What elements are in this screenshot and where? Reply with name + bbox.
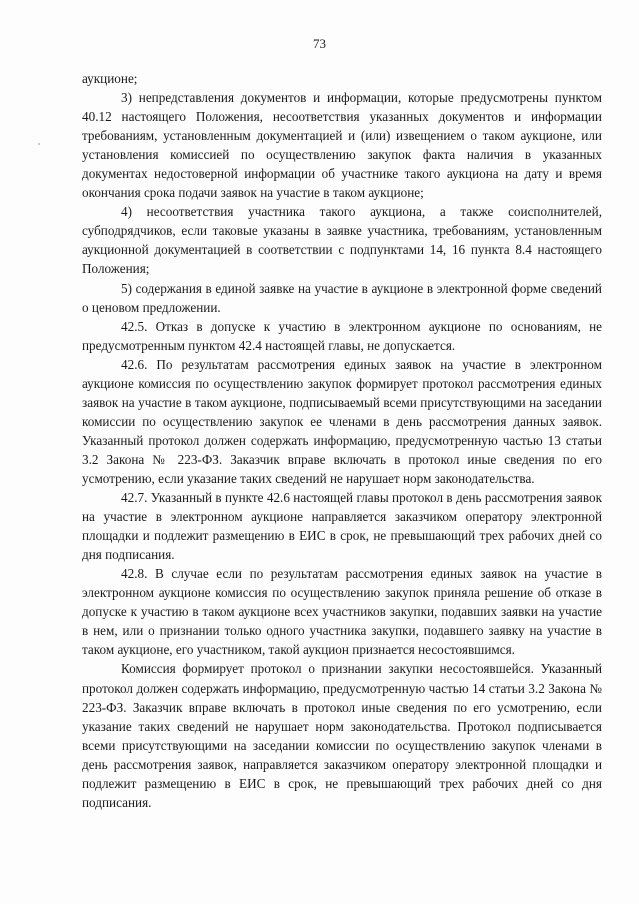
- paragraph-42-8: 42.8. В случае если по результатам рассмотрения единых заявок на участие в электронном аукционе комиссия по осуществлению закупок приняла решение об отказе в допуске к участию в таком аукционе всех участников закупки, подавших заявки на участие в нем, или о признании только одного участника закупки, подавшего заявку на участие в таком аукционе, его участником, такой аукцион признается несостоявшимся.: [82, 566, 602, 658]
- paragraph-continuation: аукционе;: [82, 71, 138, 86]
- scan-speck: [38, 143, 40, 145]
- paragraph-42-6: 42.6. По результатам рассмотрения единых заявок на участие в электронном аукционе комиссия по осуществлению закупок формирует протокол рассмотрения единых заявок на участие в таком аукционе, подписываемый всеми присутствующими на заседании комиссии по осуществлению закупок ее членами в день рассмотрения данных заявок. Указанный протокол должен содержать информацию, предусмотренную частью 13 статьи 3.2 Закона № 223-ФЗ. Заказчик вправе включать в протокол иные сведения по его усмотрению, если указание таких сведений не нарушает норм законодательства.: [82, 356, 602, 486]
- paragraph-item-4: 4) несоответствия участника такого аукциона, а также соисполнителей, субподрядчиков, если таковые указаны в заявке участника, требованиям, установленным аукционной документацией в соответствии с подпунктами 14, 16 пункта 8.4 настоящего Положения;: [82, 204, 602, 277]
- paragraph-42-5: 42.5. Отказ в допуске к участию в электронном аукционе по основаниям, не предусмотренным пунктом 42.4 настоящей главы, не допускается.: [82, 318, 602, 353]
- paragraph-item-5: 5) содержания в единой заявке на участие в аукционе в электронной форме сведений о ценовом предложении.: [82, 280, 602, 315]
- page-number: 73: [313, 36, 326, 51]
- paragraph-commission-protocol: Комиссия формирует протокол о признании закупки несостоявшейся. Указанный протокол должен содержать информацию, предусмотренную частью 14 статьи 3.2 Закона № 223-ФЗ. Заказчик вправе включать в протокол иные сведения по его усмотрению, если указание таких сведений не нарушает норм законодательства. Протокол подписывается всеми присутствующими на заседании комиссии по осуществлению закупок членами в день рассмотрения заявок, направляется заказчиком оператору электронной площадки и подлежит размещению в ЕИС в срок, не превышающий трех рабочих дней со дня подписания.: [82, 661, 602, 810]
- paragraph-42-7: 42.7. Указанный в пункте 42.6 настоящей главы протокол в день рассмотрения заявок на участие в электронном аукционе направляется заказчиком оператору электронной площадки и подлежит размещению в ЕИС в срок, не превышающий трех рабочих дней со дня подписания.: [82, 490, 602, 563]
- document-body: [82, 69, 602, 812]
- paragraph-item-3: 3) непредставления документов и информации, которые предусмотрены пунктом 40.12 настоящего Положения, несоответствия указанных документов и информации требованиям, установленным документацией и (или) извещением о таком аукционе, или установления комиссией по осуществлению закупок факта наличия в указанных документах недостоверной информации об участнике такого аукциона на дату и время окончания срока подачи заявок на участие в таком аукционе;: [82, 90, 602, 201]
